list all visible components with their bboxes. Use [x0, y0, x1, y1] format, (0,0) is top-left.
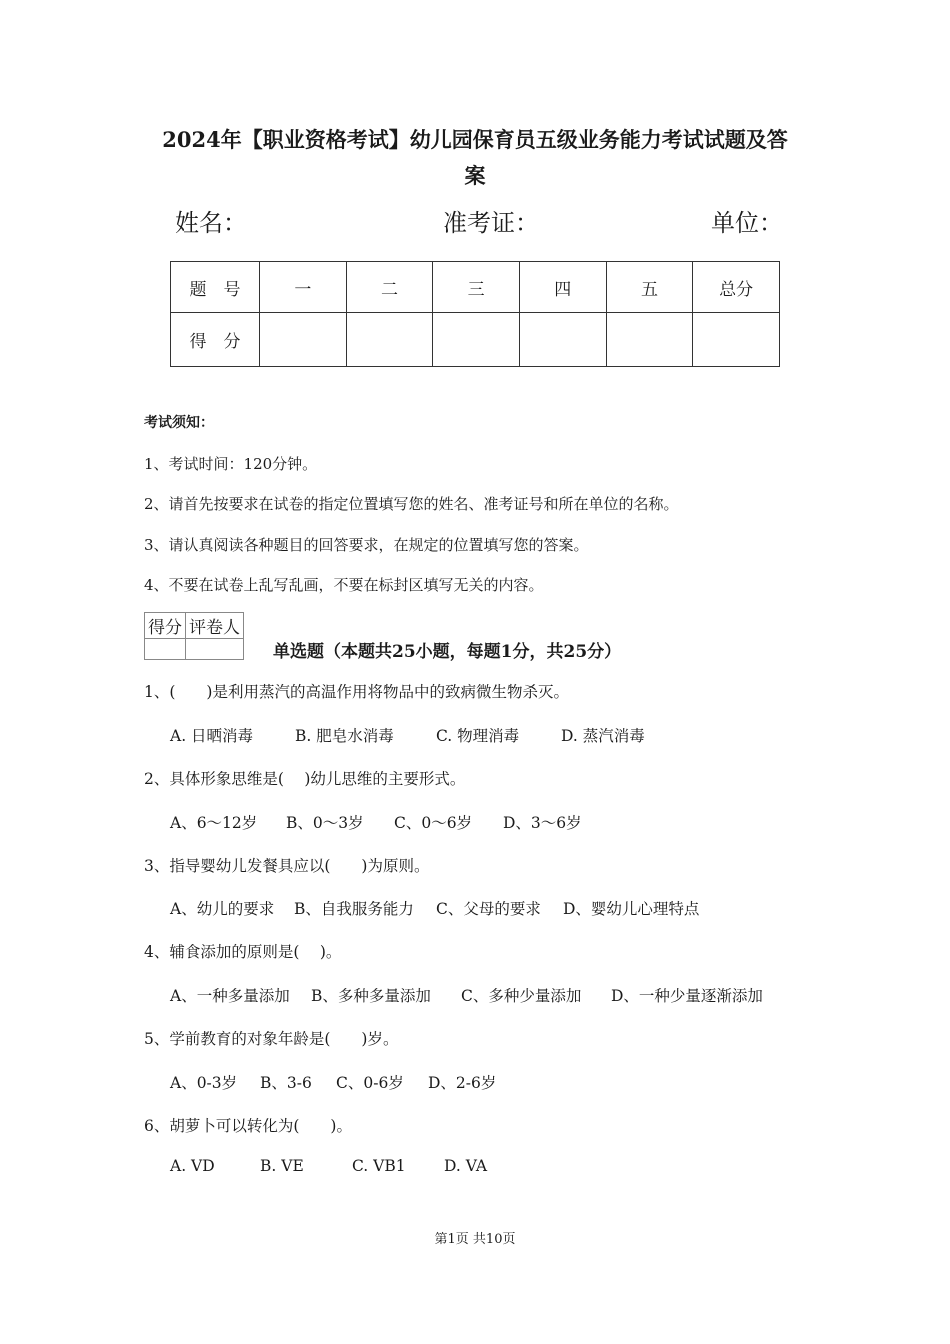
section-title: 单选题（本题共25小题，每题1分，共25分） [273, 642, 622, 662]
option: B、多种多量添加 [311, 987, 431, 1005]
title-line-2: 案 [464, 163, 486, 188]
score-header-cell: 四 [519, 262, 606, 313]
option: B、自我服务能力 [294, 900, 414, 918]
exam-title [135, 122, 815, 194]
option: D. 蒸汽消毒 [561, 727, 645, 745]
score-row-label: 得 分 [171, 313, 260, 367]
score-header-cell: 五 [606, 262, 693, 313]
question-text: 3、指导婴幼儿发餐具应以( )为原则。 [144, 857, 430, 875]
score-cell [346, 313, 433, 367]
option: D、3～6岁 [503, 814, 582, 832]
grader-reviewer-cell [186, 639, 244, 660]
option: A、幼儿的要求 [170, 900, 275, 918]
option: C、0～6岁 [394, 814, 473, 832]
score-cell [433, 313, 520, 367]
notice-item: 4、不要在试卷上乱写乱画，不要在标封区填写无关的内容。 [144, 576, 544, 594]
option: D. VA [444, 1157, 488, 1175]
question-text: 5、学前教育的对象年龄是( )岁。 [144, 1030, 399, 1048]
grader-reviewer-label: 评卷人 [186, 613, 244, 639]
score-cell [260, 313, 347, 367]
question-text: 4、辅食添加的原则是( )。 [144, 943, 342, 961]
name-label: 姓名： [175, 209, 247, 237]
option: C. VB1 [352, 1157, 406, 1175]
option: D、一种少量逐渐添加 [611, 987, 763, 1005]
score-header-cell: 二 [346, 262, 433, 313]
grader-score-label: 得分 [145, 613, 186, 639]
option: A、6～12岁 [170, 814, 258, 832]
page-footer: 第1页 共10页 [434, 1232, 516, 1247]
option: B、0～3岁 [286, 814, 364, 832]
question-text: 6、胡萝卜可以转化为( )。 [144, 1117, 352, 1135]
option: D、婴幼儿心理特点 [563, 900, 700, 918]
exam-id-label: 准考证： [443, 209, 539, 237]
score-header-cell: 一 [260, 262, 347, 313]
score-header-cell: 题 号 [171, 262, 260, 313]
score-table [170, 261, 780, 367]
score-header-cell: 总分 [693, 262, 780, 313]
option: B. VE [260, 1157, 304, 1175]
question-text: 2、具体形象思维是( )幼儿思维的主要形式。 [144, 770, 466, 788]
option: A. 日晒消毒 [170, 727, 254, 745]
notice-item: 2、请首先按要求在试卷的指定位置填写您的姓名、准考证号和所在单位的名称。 [144, 495, 679, 513]
score-cell [519, 313, 606, 367]
score-header-cell: 三 [433, 262, 520, 313]
option: C. 物理消毒 [436, 727, 520, 745]
score-table-header-row [171, 262, 780, 313]
option: A、一种多量添加 [170, 987, 290, 1005]
option: A. VD [170, 1157, 215, 1175]
option: B. 肥皂水消毒 [295, 727, 394, 745]
option: C、父母的要求 [436, 900, 541, 918]
option: D、2-6岁 [428, 1074, 497, 1092]
grader-score-cell [145, 639, 186, 660]
title-line-1: 2024年【职业资格考试】幼儿园保育员五级业务能力考试试题及答 [162, 127, 788, 152]
option: A、0-3岁 [170, 1074, 238, 1092]
score-cell [606, 313, 693, 367]
question-text: 1、( )是利用蒸汽的高温作用将物品中的致病微生物杀灭。 [144, 683, 569, 701]
notice-heading: 考试须知： [144, 415, 214, 431]
notice-item: 1、考试时间：120分钟。 [144, 455, 318, 473]
option: C、0-6岁 [336, 1074, 404, 1092]
unit-label: 单位： [711, 209, 783, 237]
option: B、3-6 [260, 1074, 312, 1092]
score-table-score-row [171, 313, 780, 367]
candidate-info [0, 203, 950, 239]
option: C、多种少量添加 [461, 987, 582, 1005]
notice-item: 3、请认真阅读各种题目的回答要求，在规定的位置填写您的答案。 [144, 536, 589, 554]
grader-box [144, 612, 244, 660]
score-cell [693, 313, 780, 367]
